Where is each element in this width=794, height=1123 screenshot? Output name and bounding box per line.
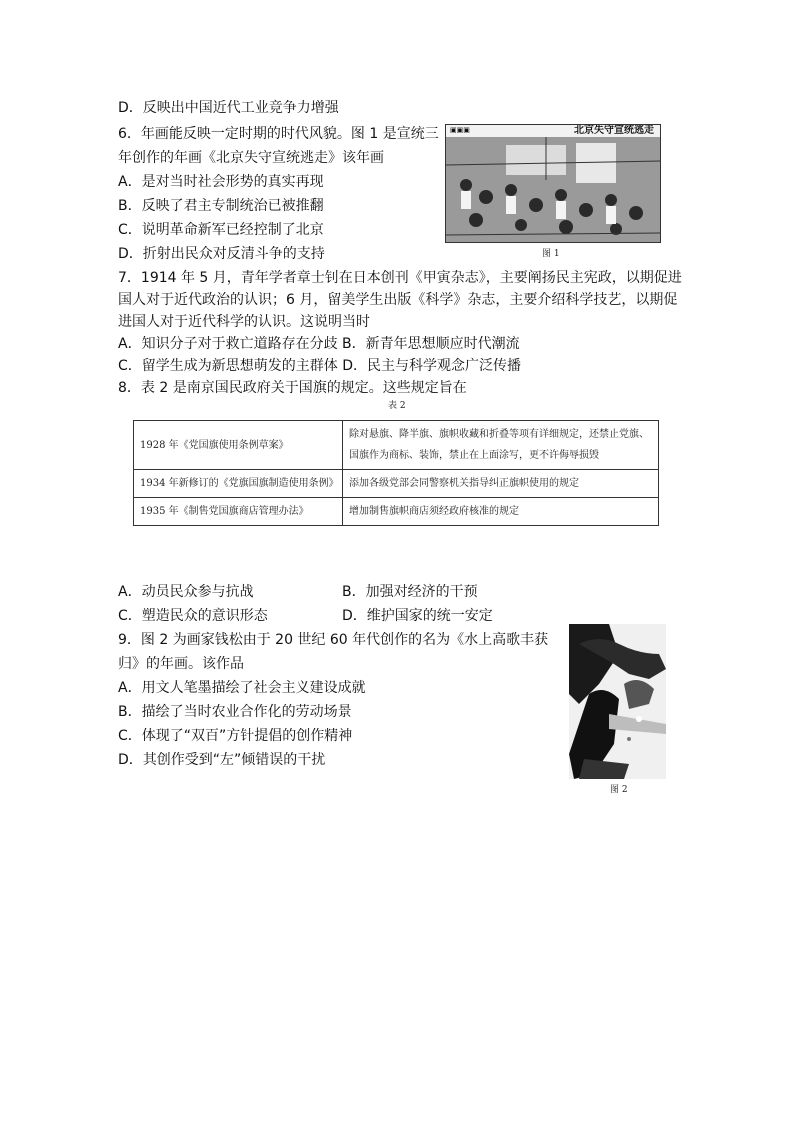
q8-option-b: B．加强对经济的干预 xyxy=(342,584,478,600)
figure-2-caption: 图 2 xyxy=(610,785,628,795)
figure-1-tag: ▣▣▣ xyxy=(450,126,470,134)
figure-2-image xyxy=(569,624,666,779)
table-cell-1928: 1928 年《党国旗使用条例草案》 xyxy=(134,421,343,470)
table-cell-1928-rule: 除对悬旗、降半旗、旗帜收藏和折叠等项有详细规定，还禁止党旗、国旗作为商标、装饰，禁止在上面涂写，更不许侮辱损毁 xyxy=(343,421,659,470)
figure-1-caption: 图 1 xyxy=(542,249,560,259)
q9-option-c: C．体现了“双百”方针提倡的创作精神 xyxy=(118,728,353,744)
q8-stem: 8．表 2 是南京国民政府关于国旗的规定。这些规定旨在 xyxy=(118,380,467,396)
table-row xyxy=(134,470,659,498)
q5-option-d: D．反映出中国近代工业竞争力增强 xyxy=(118,100,339,116)
q8-option-a: A．动员民众参与抗战 xyxy=(118,584,254,600)
table-cell-1934: 1934 年新修订的《党旗国旗制造使用条例》 xyxy=(134,470,343,498)
q6-option-b: B．反映了君主专制统治已被推翻 xyxy=(118,198,324,214)
q6-option-c: C．说明革命新军已经控制了北京 xyxy=(118,222,324,238)
figure-1-image xyxy=(445,124,661,243)
q6-stem-line1: 6．年画能反映一定时期的时代风貌。图 1 是宣统三 xyxy=(118,126,439,142)
table-2-caption: 表 2 xyxy=(388,401,406,411)
q8-option-d: D．维护国家的统一安定 xyxy=(342,608,493,624)
table-cell-1935: 1935 年《制售党国旗商店管理办法》 xyxy=(134,498,343,526)
q7-stem-line3: 进国人对于近代科学的认识。这说明当时 xyxy=(118,314,370,330)
q9-stem-line1: 9．图 2 为画家钱松由于 20 世纪 60 年代创作的名为《水上高歌丰获 xyxy=(118,632,549,648)
q6-stem-line2: 年创作的年画《北京失守宣统逃走》该年画 xyxy=(118,150,384,166)
q7-stem-line2: 国人对于近代政治的认识；6 月，留美学生出版《科学》杂志，主要介绍科学技艺，以期促 xyxy=(118,292,678,308)
q9-option-b: B．描绘了当时农业合作化的劳动场景 xyxy=(118,704,352,720)
q9-option-d: D．其创作受到“左”倾错误的干扰 xyxy=(118,752,326,768)
table-row xyxy=(134,498,659,526)
figure-1-banner: 北京失守宣统逃走 xyxy=(574,125,654,136)
q9-stem-line2: 归》的年画。该作品 xyxy=(118,656,244,672)
table-row xyxy=(134,421,659,470)
q7-options-cd: C．留学生成为新思想萌发的主群体 D．民主与科学观念广泛传播 xyxy=(118,358,522,374)
q9-option-a: A．用文人笔墨描绘了社会主义建设成就 xyxy=(118,680,366,696)
table-cell-1935-rule: 增加制售旗帜商店须经政府核准的规定 xyxy=(343,498,659,526)
q6-option-a: A．是对当时社会形势的真实再现 xyxy=(118,174,324,190)
table-cell-1934-rule: 添加各级党部会同警察机关指导纠正旗帜使用的规定 xyxy=(343,470,659,498)
table-2 xyxy=(133,420,659,526)
q7-options-ab: A．知识分子对于救亡道路存在分歧 B．新青年思想顺应时代潮流 xyxy=(118,336,520,352)
q6-option-d: D．折射出民众对反清斗争的支持 xyxy=(118,246,325,262)
q7-stem-line1: 7．1914 年 5 月，青年学者章士钊在日本创刊《甲寅杂志》，主要阐扬民主宪政，以期促进 xyxy=(118,270,682,286)
q8-option-c: C．塑造民众的意识形态 xyxy=(118,608,268,624)
